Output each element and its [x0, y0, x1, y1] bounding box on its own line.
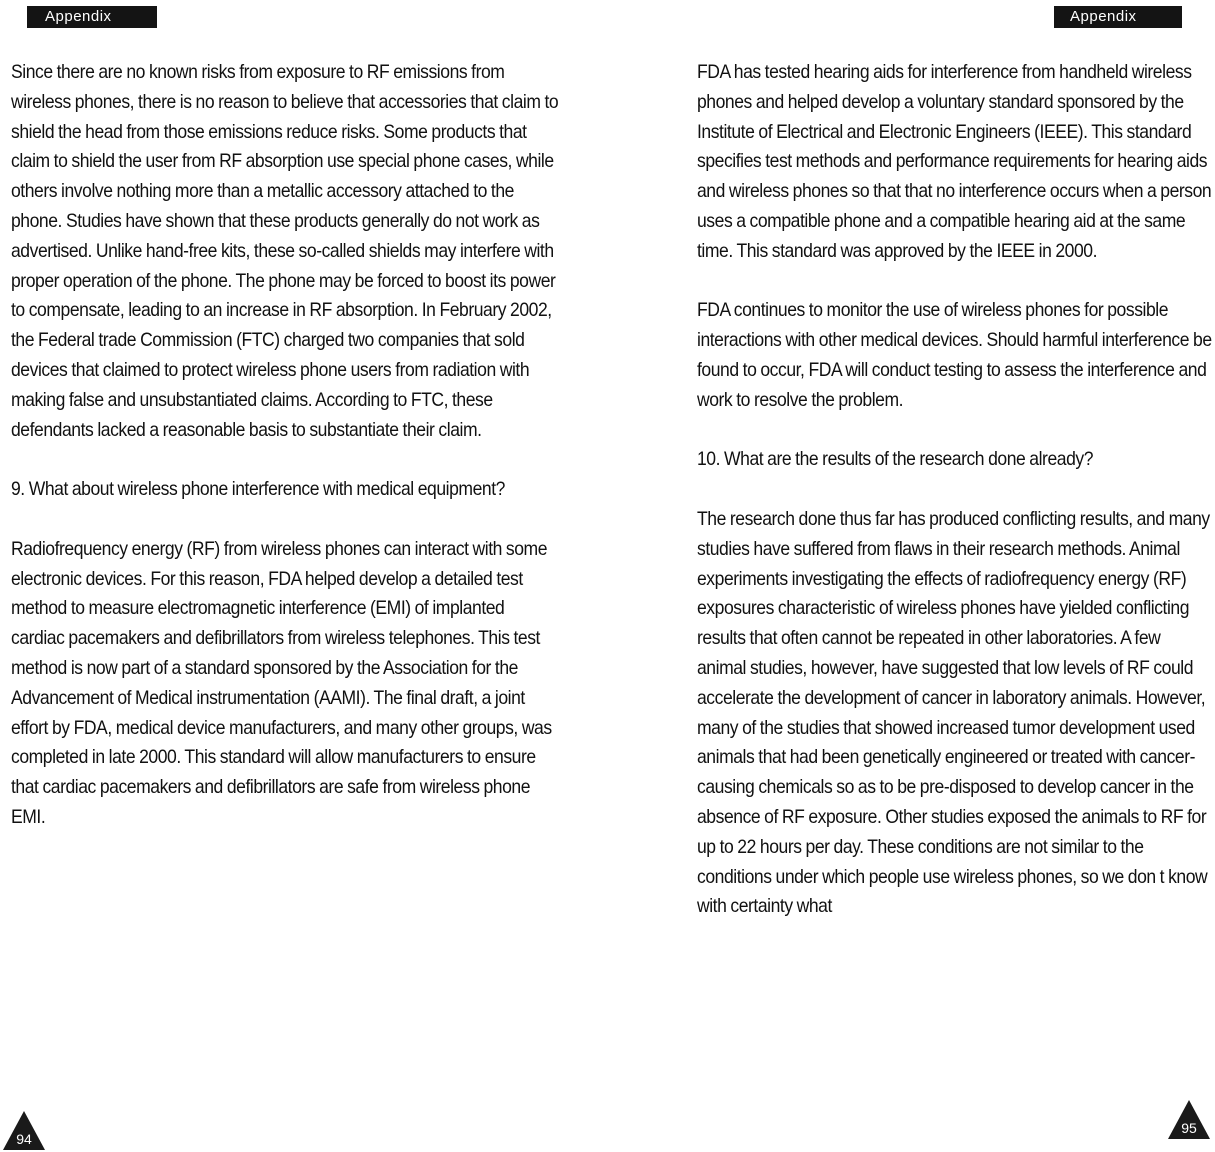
question-10-heading: 10. What are the results of the research done already?: [697, 448, 1094, 471]
right-page: [697, 58, 1213, 922]
left-page: [11, 58, 561, 833]
question-9-heading: 9. What about wireless phone interference with medical equipment?: [11, 478, 505, 501]
appendix-tab-left: Appendix: [27, 6, 157, 28]
paragraph-hearing-aids: FDA has tested hearing aids for interference from handheld wireless phones and helped develop a voluntary standard sponsored by the Institute of Electrical and Electronic Engineers (IEEE). This standard specifies test methods and performance requirements for hearing aids and wireless phones so that that no interference occurs when a person uses a compatible phone and a compatible hearing aid at the same time. This standard was approved by the IEEE in 2000.: [697, 61, 1212, 262]
page-number-marker-right: [1167, 1099, 1211, 1139]
paragraph-shield-accessories: Since there are no known risks from exposure to RF emissions from wireless phones, there is no reason to believe that accessories that claim to shield the head from those emissions reduce risks. Some products that claim to shield the user from RF absorption use special phone cases, while others involve nothing more than a metallic accessory attached to the phone. Studies have shown that these products generally do not work as advertised. Unlike hand-free kits, these so-called shields may interfere with proper operation of the phone. The phone may be forced to boost its power to compensate, leading to an increase in RF absorption. In February 2002, the Federal trade Commission (FTC) charged two companies that sold devices that claimed to protect wireless phone users from radiation with making false and unsubstantiated claims. According to FTC, these defendants lacked a reasonable basis to substantiate their claim.: [11, 61, 559, 441]
appendix-tab-right: Appendix: [1054, 6, 1182, 28]
paragraph-emi-medical: Radiofrequency energy (RF) from wireless phones can interact with some electronic devices. For this reason, FDA helped develop a detailed test method to measure electromagnetic interference (EMI) of implanted cardiac pacemakers and defibrillators from wireless telephones. This test method is now part of a standard sponsored by the Association for the Advancement of Medical instrumentation (AAMI). The final draft, a joint effort by FDA, medical device manufacturers, and many other groups, was completed in late 2000. This standard will allow manufacturers to ensure that cardiac pacemakers and defibrillators are safe from wireless phone EMI.: [11, 537, 552, 828]
page-number-left: 94: [16, 1131, 32, 1147]
page-number-marker-left: [2, 1110, 46, 1150]
paragraph-fda-monitoring: FDA continues to monitor the use of wireless phones for possible interactions with other medical devices. Should harmful interference be found to occur, FDA will conduct testing to assess the interference and work to resolve the problem.: [697, 299, 1212, 411]
page-number-right: 95: [1181, 1120, 1197, 1136]
paragraph-research-results: The research done thus far has produced conflicting results, and many studies have suffered from flaws in their research methods. Animal experiments investigating the effects of radiofrequency energy (RF) exposures characteristic of wireless phones have yielded conflicting results that often cannot be repeated in other laboratories. A few animal studies, however, have suggested that low levels of RF could accelerate the development of cancer in laboratory animals. However, many of the studies that showed increased tumor development used animals that had been genetically engineered or treated with cancer-causing chemicals so as to be pre-disposed to develop cancer in the absence of RF exposure. Other studies exposed the animals to RF for up to 22 hours per day. These conditions are not similar to the conditions under which people use wireless phones, so we don t know with certainty what: [697, 507, 1210, 918]
